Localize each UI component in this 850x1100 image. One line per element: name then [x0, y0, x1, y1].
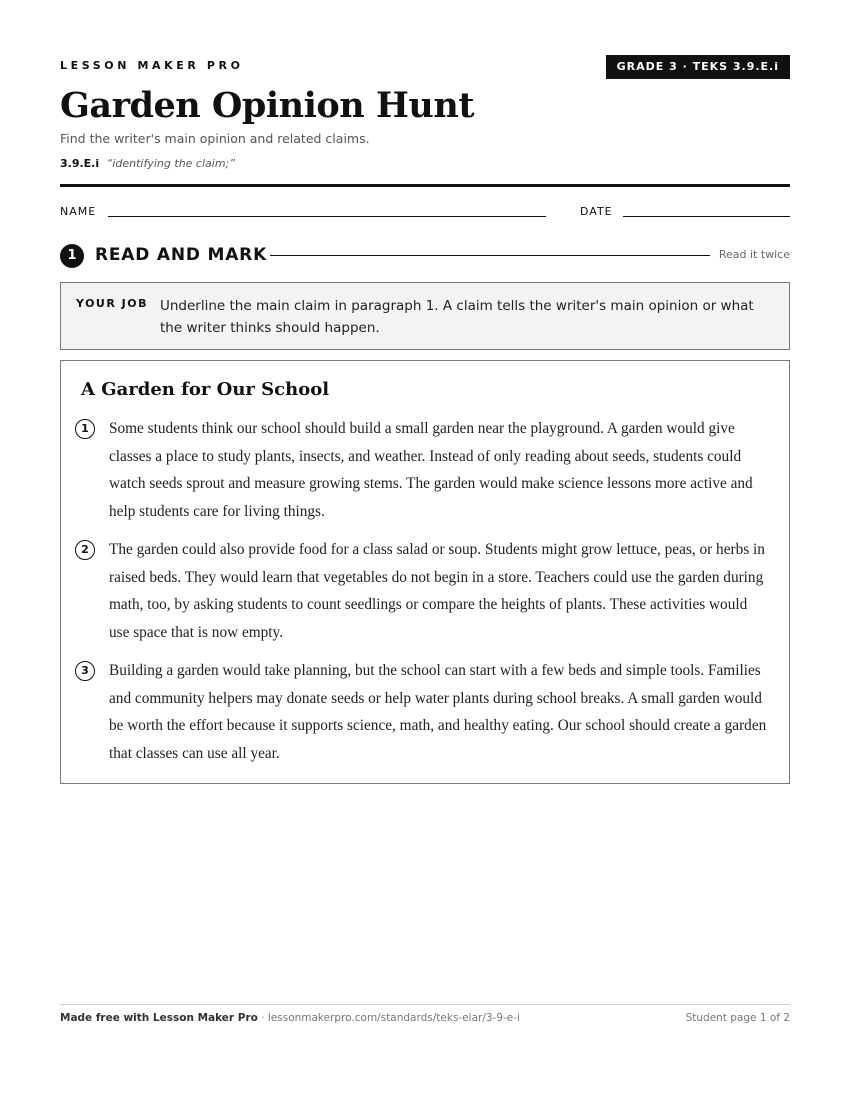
footer-credit: [60, 1012, 520, 1024]
section-title: READ AND MARK: [95, 245, 268, 265]
name-write-line[interactable]: [108, 216, 546, 217]
section-number-badge: 1: [60, 244, 84, 268]
footer-page-number: Student page 1 of 2: [685, 1012, 790, 1024]
paragraph-number-badge: 3: [75, 661, 95, 681]
name-label: NAME: [60, 205, 97, 218]
paragraph-number-badge: 2: [75, 540, 95, 560]
passage-paragraph-2: [75, 536, 771, 646]
paragraph-text: Some students think our school should build a small garden near the playground. A garden would give classes a place to study plants, insects, and weather. Instead of only reading about seeds, students could watch seeds sprout and measure growing stems. The garden would make science lessons more active and help students care for living things.: [109, 420, 753, 520]
standard-reference: [60, 157, 235, 170]
standard-code: 3.9.E.i: [60, 157, 100, 170]
your-job-instructions: Underline the main claim in paragraph 1. A claim tells the writer's main opinion or what the writer thinks should happen.: [160, 298, 754, 336]
passage-paragraph-1: [75, 415, 771, 525]
passage-title: A Garden for Our School: [81, 379, 330, 400]
header-divider: [60, 184, 790, 187]
date-write-line[interactable]: [623, 216, 790, 217]
brand-name: LESSON MAKER PRO: [60, 59, 244, 72]
passage-paragraph-3: [75, 657, 771, 767]
paragraph-number-badge: 1: [75, 419, 95, 439]
date-label: DATE: [580, 205, 613, 218]
your-job-box: [60, 282, 790, 350]
paragraph-text: Building a garden would take planning, but the school can start with a few beds and simple tools. Families and community helpers may donate seeds or help water plants during school breaks. A small garden would be worth the effort because it supports science, math, and healthy eating. Our school should create a garden that classes can use all year.: [109, 662, 767, 762]
grade-badge: GRADE 3 · TEKS 3.9.E.i: [606, 55, 790, 79]
paragraph-text: The garden could also provide food for a class salad or soup. Students might grow lettuce, peas, or herbs in raised beds. They would learn that vegetables do not begin in a store. Teachers could use the garden during math, too, by asking students to count seedlings or compare the heights of plants. These activities would use space that is now empty.: [109, 541, 765, 641]
section-divider: [270, 255, 710, 256]
section-header: [60, 243, 790, 269]
page-title: Garden Opinion Hunt: [60, 85, 474, 126]
footer-made-with: Made free with Lesson Maker Pro: [60, 1012, 258, 1024]
page-subtitle: Find the writer's main opinion and related claims.: [60, 131, 370, 146]
name-date-row: [60, 205, 790, 219]
reading-passage: [60, 360, 790, 784]
your-job-label: YOUR JOB: [76, 297, 148, 310]
section-note: Read it twice: [718, 248, 790, 261]
footer-url[interactable]: · lessonmakerpro.com/standards/teks-elar/3-9-e-i: [257, 1012, 520, 1024]
footer-divider: [60, 1004, 790, 1005]
standard-description: “identifying the claim;”: [106, 157, 235, 170]
